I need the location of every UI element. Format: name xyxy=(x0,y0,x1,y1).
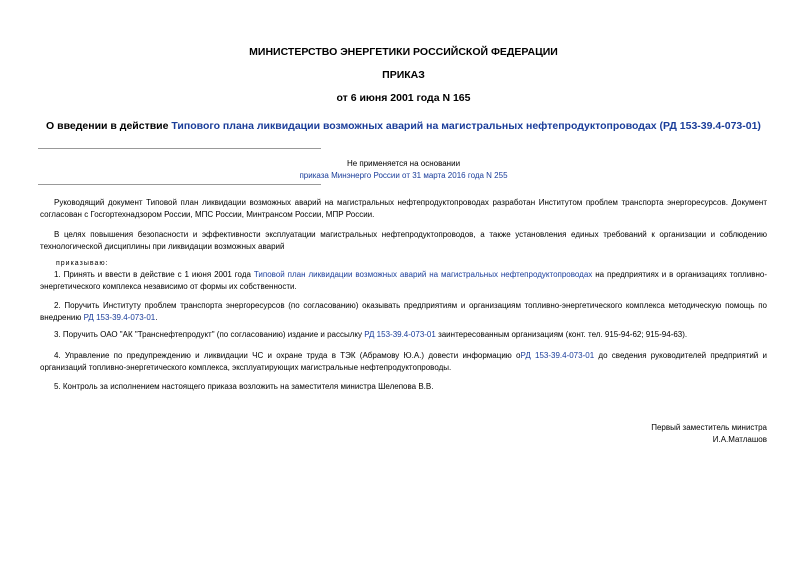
order-word: приказываю: xyxy=(56,260,109,267)
doc-date-heading: от 6 июня 2001 года N 165 xyxy=(336,92,471,104)
ministry-heading: МИНИСТЕРСТВО ЭНЕРГЕТИКИ РОССИЙСКОЙ ФЕДЕРАЦИИ xyxy=(249,46,558,58)
item-1-link[interactable]: Типовой план ликвидации возможных аварий на магистральных нефтепродуктопроводах xyxy=(253,270,593,279)
item-1 xyxy=(40,269,767,293)
item-2-text-b: . xyxy=(155,313,158,322)
status-link[interactable]: приказа Минэнерго России от 31 марта 2016 года N 255 xyxy=(299,171,508,180)
divider-bottom xyxy=(38,184,321,185)
item-2 xyxy=(40,300,767,324)
item-4 xyxy=(40,350,767,374)
divider-top xyxy=(38,148,321,149)
doc-title-prefix: О введении в действие xyxy=(46,120,172,132)
doc-title xyxy=(0,120,807,132)
item-2-link[interactable]: РД 153-39.4-073-01 xyxy=(83,313,156,322)
status-note: Не применяется на основании xyxy=(346,159,461,168)
item-3-text-a: 3. Поручить ОАО "АК "Транснефтепродукт" (по согласованию) издание и рассылку xyxy=(54,330,365,339)
item-4-text-a: 4. Управление по предупреждению и ликвидации ЧС и охране труда в ТЭК (Абрамову Ю.А.) довести информацию о xyxy=(54,351,521,360)
intro-paragraph-2: В целях повышения безопасности и эффективности эксплуатации магистральных нефтепродуктопроводов, а также установления единых требований к организации и соблюдению технологической дисциплины при ликвидации возможных аварий xyxy=(40,230,767,251)
item-4-text-b: до сведения руководителей предприятий и организаций топливно-энергетического комплекса, эксплуатирующих магистральные нефтепродуктопроводы. xyxy=(40,351,768,372)
item-2-text-a: 2. Поручить Институту проблем транспорта энергоресурсов (по согласованию) оказывать предприятиям и организациям топливно-энергетического комплекса методическую помощь по внедрению xyxy=(40,301,767,322)
intro-paragraph-1: Руководящий документ Типовой план ликвидации возможных аварий на магистральных нефтепродуктопроводах разработан Институтом проблем транспорта энергоресурсов. Документ согласован с Госгортехнадзором России, МПС России, Минтрансом России, МПР России. xyxy=(40,198,767,219)
item-4-link[interactable]: РД 153-39.4-073-01 xyxy=(520,351,595,360)
signature-position: Первый заместитель министра xyxy=(651,423,767,432)
doc-type-heading: ПРИКАЗ xyxy=(382,69,425,81)
item-3-text-b: заинтересованным организациям (конт. тел. 915-94-62; 915-94-63). xyxy=(435,330,688,339)
item-3 xyxy=(40,329,767,341)
item-5: 5. Контроль за исполнением настоящего приказа возложить на заместителя министра Шелепова В.В. xyxy=(54,382,434,391)
status-block xyxy=(0,158,807,182)
item-1-text-b: на предприятиях и в организациях топливно-энергетического комплекса независимо от формы их собственности. xyxy=(40,270,767,291)
item-3-link[interactable]: РД 153-39.4-073-01 xyxy=(364,330,436,339)
item-1-text-a: 1. Принять и ввести в действие с 1 июня 2001 года xyxy=(54,270,254,279)
signature-block xyxy=(651,422,767,446)
doc-title-link[interactable]: Типового плана ликвидации возможных аварий на магистральных нефтепродуктопроводах (РД 153-39.4-073-01) xyxy=(171,120,761,132)
signature-name: И.А.Матлашов xyxy=(712,435,767,444)
